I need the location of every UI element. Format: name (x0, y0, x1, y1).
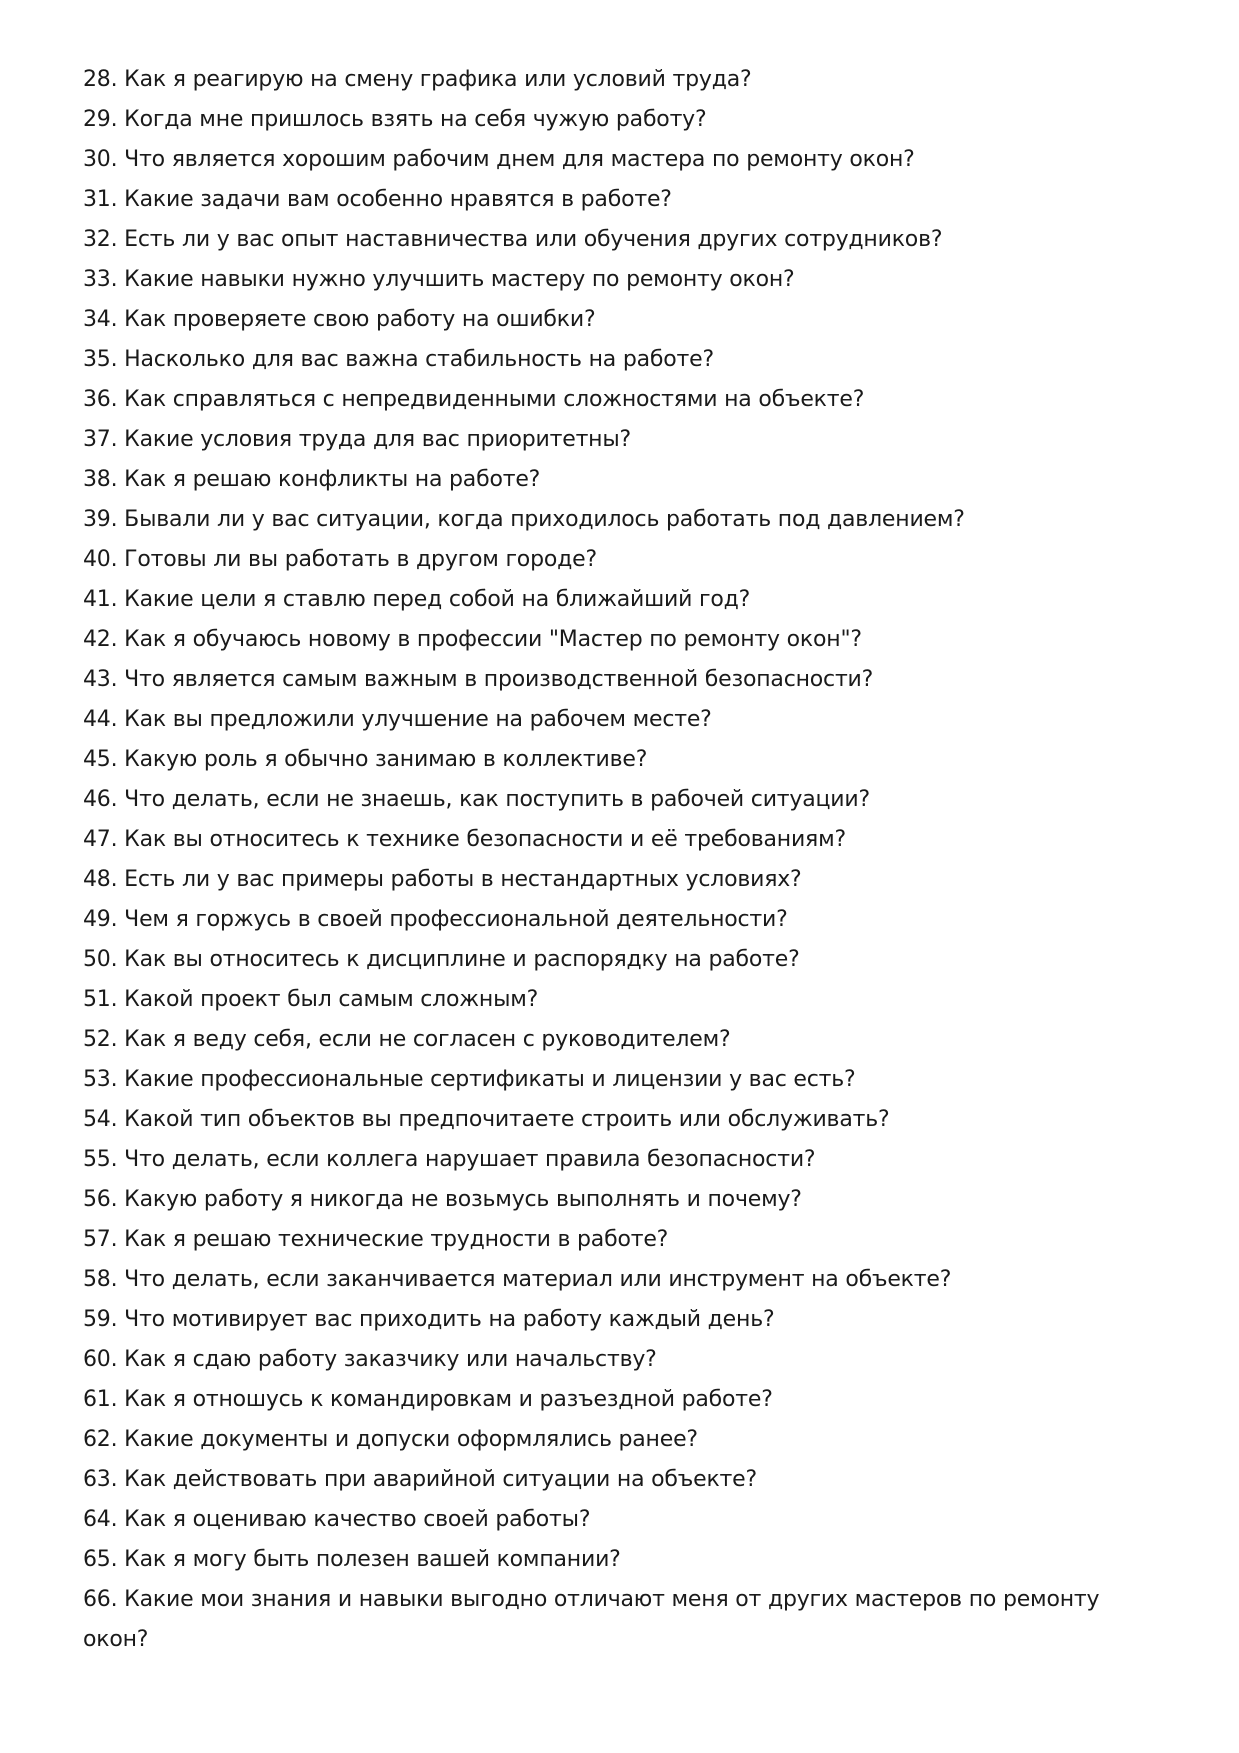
question-item: 49. Чем я горжусь в своей профессиональной деятельности? (83, 907, 788, 932)
question-item: 46. Что делать, если не знаешь, как поступить в рабочей ситуации? (83, 787, 870, 812)
question-item: 43. Что является самым важным в производственной безопасности? (83, 667, 874, 692)
question-item: 54. Какой тип объектов вы предпочитаете строить или обслуживать? (83, 1107, 890, 1132)
question-item: 40. Готовы ли вы работать в другом городе? (83, 547, 597, 572)
question-item: 64. Как я оцениваю качество своей работы? (83, 1507, 591, 1532)
question-item: 48. Есть ли у вас примеры работы в нестандартных условиях? (83, 867, 802, 892)
question-item: 29. Когда мне пришлось взять на себя чужую работу? (83, 107, 707, 132)
question-item: 52. Как я веду себя, если не согласен с руководителем? (83, 1027, 731, 1052)
question-item: 34. Как проверяете свою работу на ошибки? (83, 307, 596, 332)
question-item: 44. Как вы предложили улучшение на рабочем месте? (83, 707, 712, 732)
question-item: 65. Как я могу быть полезен вашей компании? (83, 1547, 621, 1572)
question-item: 51. Какой проект был самым сложным? (83, 987, 539, 1012)
question-item: 42. Как я обучаюсь новому в профессии "Мастер по ремонту окон"? (83, 627, 862, 652)
question-item: 32. Есть ли у вас опыт наставничества или обучения других сотрудников? (83, 227, 943, 252)
question-item: 47. Как вы относитесь к технике безопасности и её требованиям? (83, 827, 846, 852)
question-item: 37. Какие условия труда для вас приоритетны? (83, 427, 632, 452)
question-list (83, 60, 1123, 1660)
question-item: 45. Какую роль я обычно занимаю в коллективе? (83, 747, 648, 772)
question-item: 57. Как я решаю технические трудности в работе? (83, 1227, 669, 1252)
question-item: 62. Какие документы и допуски оформлялись ранее? (83, 1427, 698, 1452)
question-item: 60. Как я сдаю работу заказчику или начальству? (83, 1347, 657, 1372)
question-item: 33. Какие навыки нужно улучшить мастеру по ремонту окон? (83, 267, 795, 292)
question-item: 58. Что делать, если заканчивается материал или инструмент на объекте? (83, 1267, 952, 1292)
question-item: 30. Что является хорошим рабочим днем для мастера по ремонту окон? (83, 147, 915, 172)
question-item: 66. Какие мои знания и навыки выгодно отличают меня от других мастеров по ремонту окон? (83, 1587, 1100, 1652)
question-item: 41. Какие цели я ставлю перед собой на ближайший год? (83, 587, 751, 612)
question-item: 50. Как вы относитесь к дисциплине и распорядку на работе? (83, 947, 800, 972)
question-item: 53. Какие профессиональные сертификаты и лицензии у вас есть? (83, 1067, 856, 1092)
question-item: 63. Как действовать при аварийной ситуации на объекте? (83, 1467, 757, 1492)
question-item: 35. Насколько для вас важна стабильность на работе? (83, 347, 714, 372)
question-item: 39. Бывали ли у вас ситуации, когда приходилось работать под давлением? (83, 507, 965, 532)
question-item: 31. Какие задачи вам особенно нравятся в работе? (83, 187, 672, 212)
question-item: 55. Что делать, если коллега нарушает правила безопасности? (83, 1147, 816, 1172)
question-item: 38. Как я решаю конфликты на работе? (83, 467, 541, 492)
question-item: 36. Как справляться с непредвиденными сложностями на объекте? (83, 387, 865, 412)
question-item: 61. Как я отношусь к командировкам и разъездной работе? (83, 1387, 773, 1412)
question-item: 59. Что мотивирует вас приходить на работу каждый день? (83, 1307, 775, 1332)
question-item: 56. Какую работу я никогда не возьмусь выполнять и почему? (83, 1187, 802, 1212)
question-item: 28. Как я реагирую на смену графика или условий труда? (83, 67, 752, 92)
